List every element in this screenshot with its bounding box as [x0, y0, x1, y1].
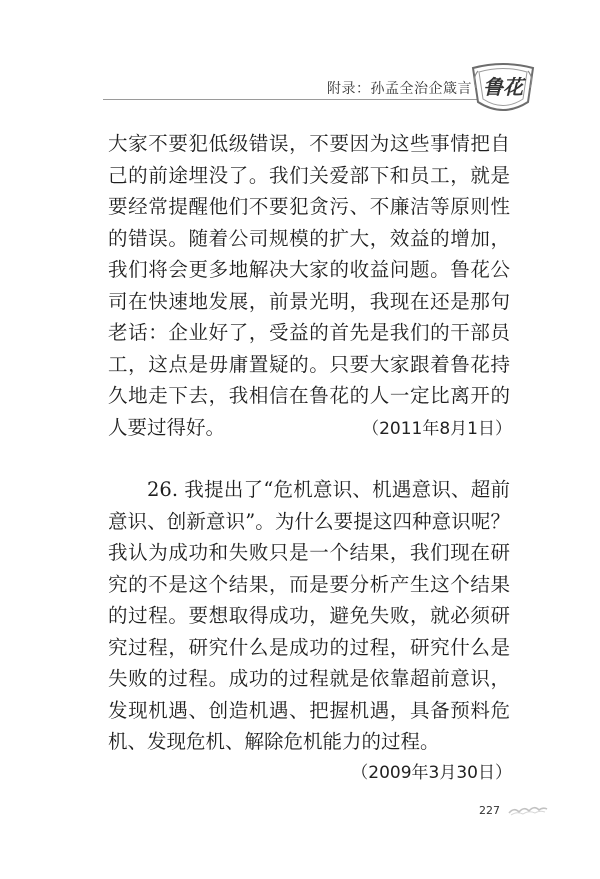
wave-ornament-icon [508, 804, 548, 816]
header-rule [103, 99, 483, 100]
date-line-2: （2009年3月30日） [351, 763, 512, 783]
date-line-1: （2011年8月1日） [362, 419, 512, 439]
page-number: 227 [479, 804, 500, 817]
running-header [0, 60, 600, 120]
luhua-logo [470, 62, 536, 114]
logo-text: 鲁花 [483, 75, 523, 99]
body-paragraph-2: 26. 我提出了“危机意识、机遇意识、超前意识、创新意识”。为什么要提这四种意识呢？我认为成功和失败只是一个结果，我们现在研究的不是这个结果，而是要分析产生这个结果的过程。要想取得成功，避免失败，就必须研究过程，研究什么是成功的过程，研究什么是失败的过程。成功的过程就是依靠超前意识，发现机遇、创造机遇、把握机遇，具备预料危机、发现危机、解除危机能力的过程。 [108, 478, 510, 753]
body-paragraph-1: 大家不要犯低级错误，不要因为这些事情把自己的前途埋没了。我们关爱部下和员工，就是要经常提醒他们不要犯贪污、不廉洁等原则性的错误。随着公司规模的扩大，效益的增加，我们将会更多地解决大家的收益问题。鲁花公司在快速地发展，前景光明，我现在还是那句老话：企业好了，受益的首先是我们的干部员工，这点是毋庸置疑的。只要大家跟着鲁花持久地走下去，我相信在鲁花的人一定比离开的人要过得好。 [108, 132, 510, 439]
running-header-title: 附录：孙孟全治企箴言 [327, 81, 472, 97]
